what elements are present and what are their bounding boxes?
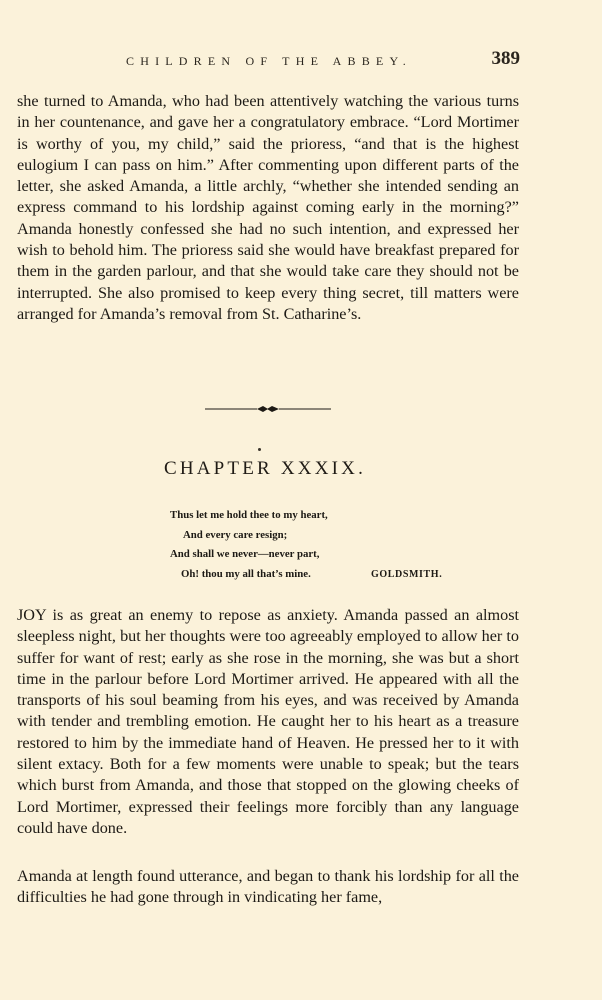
chapter-title: CHAPTER XXXIX.	[163, 458, 367, 479]
paragraph-3: Amanda at length found utterance, and began to thank his lordship for all the difficulties he had gone through in vindicating her fame,	[17, 867, 519, 907]
epigraph-line: Thus let me hold thee to my heart,	[170, 509, 328, 521]
epigraph-line: And shall we never—never part,	[170, 548, 320, 561]
paragraph-1: she turned to Amanda, who had been attentively watching the various turns in her countenance, and gave her a congratulatory embrace. “Lord Mortimer is worthy of you, my child,” said the prioress, “and that is the highest eulogium I can pass on him.” After commenting upon different parts of the letter, she asked Amanda, a little archly, “whether she intended sending an express command to his lordship against coming early in the morning?” Amanda honestly confessed she had no such intention, and expressed her wish to behold him. The prioress said she would have breakfast prepared for them in the garden parlour, and that she would take care they should not be interrupted. She also promised to keep every thing secret, till matters were arranged for Amanda’s removal from St. Catharine’s.	[17, 92, 519, 323]
epigraph-line: And every care resign;	[183, 528, 288, 541]
divider-dot	[258, 448, 261, 451]
page-number: 389	[491, 48, 520, 69]
paragraph-2: JOY is as great an enemy to repose as anxiety. Amanda passed an almost sleepless night, but her thoughts were too agreeably employed to allow her to suffer for want of rest; early as she rose in the morning, she was but a short time in the parlour before Lord Mortimer arrived. He appeared with all the transports of his soul beaming from his eyes, and was received by Amanda with tender and trembling emotion. He caught her to his heart as a treasure restored to him by the immediate hand of Heaven. He pressed her to it with silent extacy. Both for a few moments were unable to speak; but the tears which burst from Amanda, and those that stopped on the glowing cheeks of Lord Mortimer, expressed their feelings more forcibly than any language could have done.	[17, 606, 519, 837]
epigraph-line: Oh! thou my all that’s mine.	[181, 567, 311, 580]
epigraph-attribution: GOLDSMITH.	[371, 569, 443, 580]
running-title: CHILDREN OF THE ABBEY.	[126, 54, 412, 68]
page-header	[0, 48, 602, 72]
section-divider-ornament	[205, 403, 331, 415]
